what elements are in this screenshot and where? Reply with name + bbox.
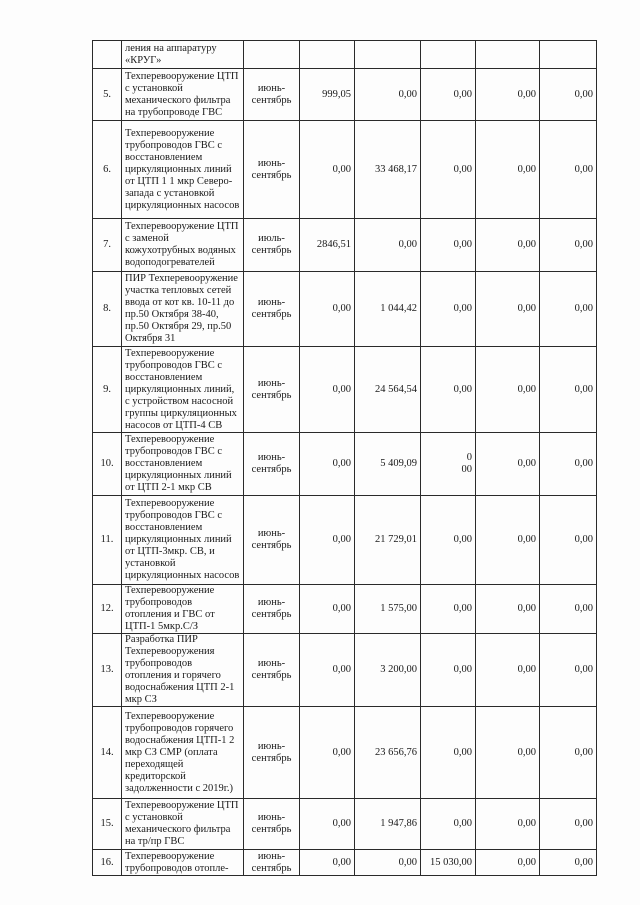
value-col-1: 0,00 [300, 433, 355, 496]
value-col-4: 0,00 [476, 850, 540, 876]
row-number: 5. [93, 69, 122, 121]
value-col-4: 0,00 [476, 121, 540, 219]
value-col-5: 0,00 [540, 219, 597, 272]
value-col-3: 0,00 [421, 69, 476, 121]
row-number: 6. [93, 121, 122, 219]
value-col-5: 0,00 [540, 121, 597, 219]
value-col-4: 0,00 [476, 634, 540, 707]
table-row [93, 272, 597, 347]
value-col-5: 0,00 [540, 585, 597, 634]
work-period: июль-сентябрь [244, 219, 300, 272]
value-col-1: 0,00 [300, 347, 355, 433]
value-col-1: 2846,51 [300, 219, 355, 272]
work-period: июнь-сентябрь [244, 121, 300, 219]
table-row [93, 219, 597, 272]
value-col-5: 0,00 [540, 707, 597, 799]
investment-table [92, 40, 597, 876]
work-period: июнь-сентябрь [244, 272, 300, 347]
table-row [93, 634, 597, 707]
row-number: 8. [93, 272, 122, 347]
work-period: июнь-сентябрь [244, 69, 300, 121]
table-row [93, 347, 597, 433]
row-number: 12. [93, 585, 122, 634]
table-row [93, 121, 597, 219]
value-col-1: 0,00 [300, 272, 355, 347]
table-body [93, 41, 597, 876]
work-name: Техперевооружение трубопроводов отопления и ГВС от ЦТП-1 5мкр.С/З [122, 585, 244, 634]
table-row [93, 69, 597, 121]
table-row [93, 41, 597, 69]
work-name: Техперевооружение ЦТП с заменой кожухотрубных водяных водоподогревателей [122, 219, 244, 272]
value-col-4: 0,00 [476, 69, 540, 121]
row-number: 7. [93, 219, 122, 272]
value-col-3: 0,00 [421, 496, 476, 585]
work-period: июнь-сентябрь [244, 850, 300, 876]
value-col-5: 0,00 [540, 69, 597, 121]
table-row [93, 433, 597, 496]
value-col-3: 0 00 [421, 433, 476, 496]
value-col-5: 0,00 [540, 433, 597, 496]
row-number: 16. [93, 850, 122, 876]
value-col-2: 0,00 [355, 850, 421, 876]
work-period: июнь-сентябрь [244, 347, 300, 433]
value-col-1: 999,05 [300, 69, 355, 121]
table-row [93, 850, 597, 876]
value-col-5: 0,00 [540, 272, 597, 347]
value-col-4 [476, 41, 540, 69]
value-col-1: 0,00 [300, 585, 355, 634]
value-col-2: 1 947,86 [355, 799, 421, 850]
work-name: Техперевооружение трубопроводов отопле- [122, 850, 244, 876]
value-col-4: 0,00 [476, 707, 540, 799]
work-period: июнь-сентябрь [244, 799, 300, 850]
value-col-1: 0,00 [300, 850, 355, 876]
value-col-1 [300, 41, 355, 69]
row-number: 11. [93, 496, 122, 585]
work-name: Техперевооружение трубопроводов ГВС с восстановлением циркуляционных линий от ЦТП 1 1 мкр Северо-запада с установкой циркуляционных насосов [122, 121, 244, 219]
value-col-5: 0,00 [540, 496, 597, 585]
work-name: Техперевооружение трубопроводов горячего водоснабжения ЦТП-1 2 мкр СЗ СМР (оплата переходящей кредиторской задолженности с 2019г.) [122, 707, 244, 799]
value-col-5: 0,00 [540, 634, 597, 707]
value-col-3 [421, 41, 476, 69]
value-col-4: 0,00 [476, 799, 540, 850]
value-col-3: 0,00 [421, 799, 476, 850]
work-name: Техперевооружение ЦТП с установкой механического фильтра на трубопроводе ГВС [122, 69, 244, 121]
value-col-2: 1 575,00 [355, 585, 421, 634]
work-period [244, 41, 300, 69]
work-period: июнь-сентябрь [244, 496, 300, 585]
value-col-3: 0,00 [421, 634, 476, 707]
value-col-4: 0,00 [476, 496, 540, 585]
work-name: Разработка ПИР Техперевооружения трубопроводов отопления и горячего водоснабжения ЦТП 2-1 мкр СЗ [122, 634, 244, 707]
row-number: 14. [93, 707, 122, 799]
work-name: ПИР Техперевооружение участка тепловых сетей ввода от кот кв. 10-11 до пр.50 Октября 38-40, пр.50 Октября 29, пр.50 Октября 31 [122, 272, 244, 347]
value-col-2: 0,00 [355, 219, 421, 272]
value-col-1: 0,00 [300, 707, 355, 799]
value-col-2: 33 468,17 [355, 121, 421, 219]
work-name: Техперевооружение трубопроводов ГВС с восстановлением циркуляционных линий от ЦТП 2-1 мкр СВ [122, 433, 244, 496]
work-name: Техперевооружение ЦТП с установкой механического фильтра на тр/пр ГВС [122, 799, 244, 850]
table-row [93, 496, 597, 585]
value-col-5: 0,00 [540, 799, 597, 850]
table-row [93, 799, 597, 850]
value-col-3: 0,00 [421, 347, 476, 433]
work-period: июнь-сентябрь [244, 433, 300, 496]
work-period: июнь-сентябрь [244, 634, 300, 707]
value-col-2: 0,00 [355, 69, 421, 121]
value-col-3: 15 030,00 [421, 850, 476, 876]
value-col-3: 0,00 [421, 219, 476, 272]
value-col-2: 1 044,42 [355, 272, 421, 347]
value-col-5 [540, 41, 597, 69]
row-number: 10. [93, 433, 122, 496]
value-col-2 [355, 41, 421, 69]
value-col-5: 0,00 [540, 347, 597, 433]
table-row [93, 585, 597, 634]
value-col-4: 0,00 [476, 272, 540, 347]
value-col-1: 0,00 [300, 634, 355, 707]
value-col-4: 0,00 [476, 347, 540, 433]
value-col-1: 0,00 [300, 799, 355, 850]
row-number: 13. [93, 634, 122, 707]
value-col-4: 0,00 [476, 433, 540, 496]
value-col-2: 21 729,01 [355, 496, 421, 585]
work-name: ления на аппаратуру «КРУГ» [122, 41, 244, 69]
work-name: Техперевооружение трубопроводов ГВС с восстановлением циркуляционных линий от ЦТП-3мкр. СВ, и установкой циркуляционных насосов [122, 496, 244, 585]
work-name: Техперевооружение трубопроводов ГВС с восстановлением циркуляционных линий, с устройством насосной группы циркуляционных насосов от ЦТП-4 СВ [122, 347, 244, 433]
value-col-1: 0,00 [300, 121, 355, 219]
work-period: июнь-сентябрь [244, 707, 300, 799]
value-col-2: 24 564,54 [355, 347, 421, 433]
row-number: 15. [93, 799, 122, 850]
value-col-4: 0,00 [476, 585, 540, 634]
value-col-4: 0,00 [476, 219, 540, 272]
value-col-3: 0,00 [421, 585, 476, 634]
value-col-2: 3 200,00 [355, 634, 421, 707]
value-col-3: 0,00 [421, 272, 476, 347]
value-col-3: 0,00 [421, 121, 476, 219]
table-row [93, 707, 597, 799]
work-period: июнь-сентябрь [244, 585, 300, 634]
row-number [93, 41, 122, 69]
value-col-3: 0,00 [421, 707, 476, 799]
value-col-1: 0,00 [300, 496, 355, 585]
value-col-2: 23 656,76 [355, 707, 421, 799]
value-col-2: 5 409,09 [355, 433, 421, 496]
value-col-5: 0,00 [540, 850, 597, 876]
row-number: 9. [93, 347, 122, 433]
